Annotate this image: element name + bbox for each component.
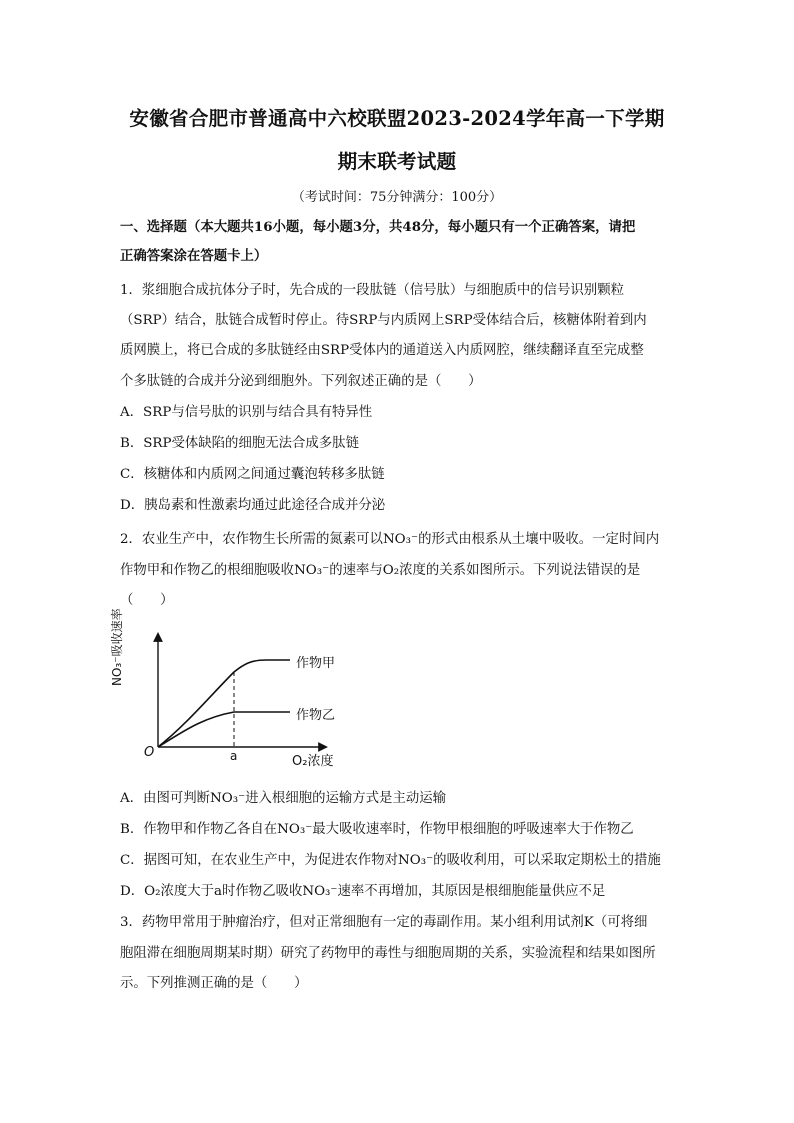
q2-option-c: C．据图可知，在农业生产中，为促进农作物对NO₃⁻的吸收利用，可以采取定期松土的措施 <box>120 853 661 868</box>
q1-option-d: D．胰岛素和性激素均通过此途径合成并分泌 <box>120 498 386 513</box>
series-label-crop-b: 作物乙 <box>296 708 336 723</box>
q3-stem-line3: 示。下列推测正确的是（ ） <box>120 976 308 991</box>
q1-option-a: A．SRP与信号肽的识别与结合具有特异性 <box>120 405 373 420</box>
q2-stem-line2: 作物甲和作物乙的根细胞吸收NO₃⁻的速率与O₂浓度的关系如图所示。下列说法错误的是 <box>120 563 641 578</box>
q2-option-d: D．O₂浓度大于a时作物乙吸收NO₃⁻速率不再增加，其原因是根细胞能量供应不足 <box>120 884 606 899</box>
series-label-crop-a: 作物甲 <box>296 656 336 671</box>
q1-option-c: C．核糖体和内质网之间通过囊泡转移多肽链 <box>120 467 385 482</box>
q1-stem-line3: 质网膜上，将已合成的多肽链经由SRP受体内的通道送入内质网腔，继续翻译直至完成整 <box>120 343 644 358</box>
q1-option-b: B．SRP受体缺陷的细胞无法合成多肽链 <box>120 436 359 451</box>
q2-stem-line1: 2．农业生产中，农作物生长所需的氮素可以NO₃⁻的形式由根系从土壤中吸收。一定时间内 <box>120 532 660 547</box>
graph-y-axis-text: NO₃⁻吸收速率 <box>110 608 124 686</box>
section-heading-line2: 正确答案涂在答题卡上） <box>120 248 268 264</box>
nitrate-uptake-graph <box>126 630 366 775</box>
exam-title-line1: 安徽省合肥市普通高中六校联盟2023-2024学年高一下学期 <box>129 107 665 130</box>
q3-stem-line2: 胞阻滞在细胞周期某时期）研究了药物甲的毒性与细胞周期的关系，实验流程和结果如图所 <box>120 946 656 961</box>
graph-origin-label: O <box>144 745 155 760</box>
q1-stem-line2: （SRP）结合，肽链合成暂时停止。待SRP与内质网上SRP受体结合后，核糖体附着到内 <box>120 313 647 328</box>
exam-title-line2: 期末联考试题 <box>337 150 457 173</box>
q2-stem-line3: （ ） <box>120 593 174 608</box>
q1-stem-line4: 个多肽链的合成并分泌到细胞外。下列叙述正确的是（ ） <box>120 374 482 389</box>
graph-tick-a-label: a <box>230 749 238 763</box>
q2-option-a: A．由图可判断NO₃⁻进入根细胞的运输方式是主动运输 <box>120 791 447 806</box>
q3-stem-line1: 3．药物甲常用于肿瘤治疗，但对正常细胞有一定的毒副作用。某小组利用试剂K（可将细 <box>120 915 648 930</box>
exam-subtitle: （考试时间：75分钟满分：100分） <box>291 190 503 205</box>
q1-stem-line1: 1．浆细胞合成抗体分子时，先合成的一段肽链（信号肽）与细胞质中的信号识别颗粒 <box>120 283 624 298</box>
q2-option-b: B．作物甲和作物乙各自在NO₃⁻最大吸收速率时，作物甲根细胞的呼吸速率大于作物乙 <box>120 822 634 837</box>
graph-x-axis-label: O₂浓度 <box>292 754 334 769</box>
section-heading-line1: 一、选择题（本大题共16小题，每小题3分，共48分，每小题只有一个正确答案，请把 <box>120 219 636 235</box>
